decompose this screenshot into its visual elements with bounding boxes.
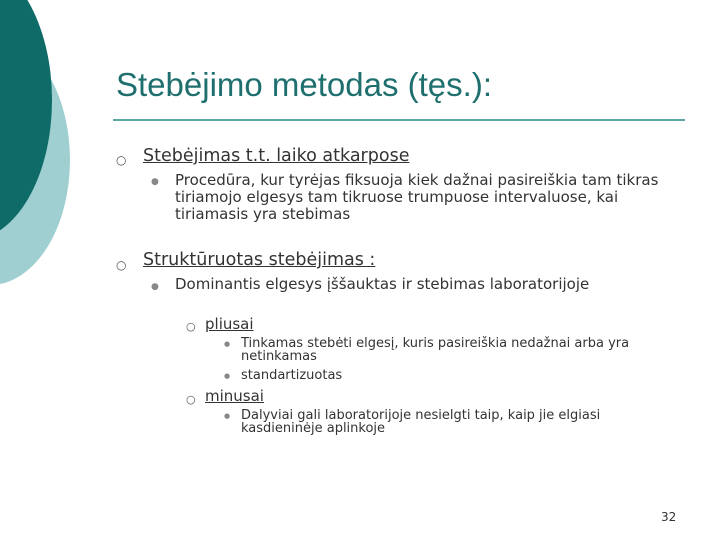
subbullet-procedura: Procedūra, kur tyrėjas fiksuoja kiek dažnai pasireiškia tam tikras tiriamojo elgesys tam tikruose trumpuose intervaluose, kai tiriamasis yra stebimas xyxy=(175,171,659,223)
slide-title: Stebėjimo metodas (tęs.): xyxy=(116,66,492,103)
point-dalyviai-gali: Dalyviai gali laboratorijoje nesielgti taip, kaip jie elgiasi kasdieninėje aplinkoje xyxy=(241,408,601,436)
hollow-circle-bullet-icon: ○ xyxy=(186,320,196,333)
filled-circle-bullet-icon: ● xyxy=(224,372,231,380)
group-label-pliusai: pliusai xyxy=(205,315,254,333)
subbullet-dominantis-elgesys: Dominantis elgesys įššauktas ir stebimas laboratorijoje xyxy=(175,275,590,293)
bullet-strukturuotas-stebejimas: Struktūruotas stebėjimas : xyxy=(143,250,376,270)
bullet-stebejimas-laiko-atkarpose: Stebėjimas t.t. laiko atkarpose xyxy=(143,146,410,166)
filled-circle-bullet-icon: ● xyxy=(224,340,231,348)
corner-decoration xyxy=(0,0,120,290)
point-standartizuotas: standartizuotas xyxy=(241,368,343,383)
filled-circle-bullet-icon: ● xyxy=(151,282,159,292)
hollow-circle-bullet-icon: ○ xyxy=(186,393,196,406)
page-number: 32 xyxy=(661,510,677,524)
group-label-minusai: minusai xyxy=(205,387,264,405)
hollow-circle-bullet-icon: ○ xyxy=(116,258,127,272)
title-underline xyxy=(113,119,685,121)
point-tinkamas-stebeti: Tinkamas stebėti elgesį, kuris pasireiškia nedažnai arba yra netinkamas xyxy=(241,336,630,364)
filled-circle-bullet-icon: ● xyxy=(224,412,231,420)
hollow-circle-bullet-icon: ○ xyxy=(116,153,127,167)
filled-circle-bullet-icon: ● xyxy=(151,177,159,187)
